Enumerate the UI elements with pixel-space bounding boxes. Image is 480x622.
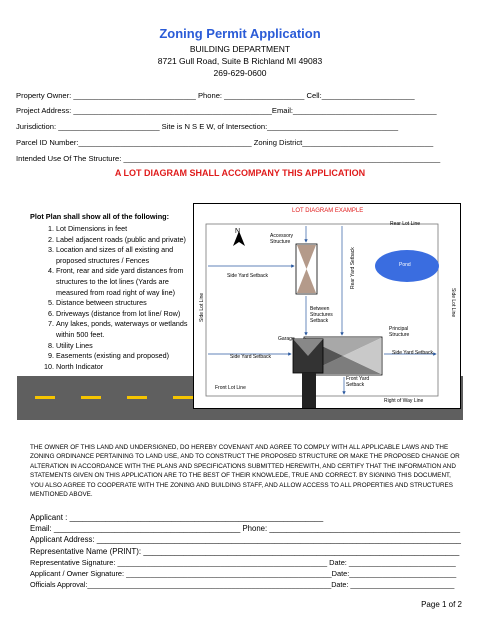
pond-label: Pond (399, 262, 411, 268)
driveway (302, 373, 316, 408)
representative-name-line[interactable]: Representative Name (PRINT): _______________________________________________________________________ (30, 547, 460, 556)
side-yard-setback-right-label: Side Yard Setback (392, 350, 433, 356)
side-lot-line-left-label: Side Lot Line (199, 292, 205, 322)
list-item: 3. Location and sizes of all existing and proposed structures / Fences (56, 245, 190, 266)
list-item: 9. Easements (existing and proposed) (56, 351, 190, 362)
department-phone: 269-629-0600 (213, 68, 267, 78)
plot-plan-heading: Plot Plan shall show all of the following: (30, 212, 170, 221)
page-number: Page 1 of 2 (421, 600, 462, 609)
lot-diagram-example (193, 203, 461, 409)
front-lot-line-label: Front Lot Line (215, 385, 246, 391)
intended-use-line[interactable]: Intended Use Of The Structure: ___________________________________________________________________________ (16, 154, 441, 163)
legal-statement: THE OWNER OF THIS LAND AND UNDERSIGNED, DO HEREBY COVENANT AND AGREE TO COMPLY WITH ALL APPLICABLE LAWS AND THE ZONING ORDINANCE PERTAINING TO LAND USE, AND TO CONSTRUCT THE PROPOSED STRUCTURE OR MAKE THE PROPOSED CHANGE OR ALTERATION IN ACCORDANCE WITH THE PLANS AND SPECIFICATIONS SUBMITTED HEREWITH, AND CERTIFY THAT THE INFORMATION AND STATEMENTS GIVEN ON THIS APPLICATION ARE TO THE BEST OF THEIR KNOWLEDE, TRUE AND CORRECT. BY SIGNING THIS DOCUMENT, YOU ALSO AGREE TO COOPERATE WITH THE ZONING AND BUILDING STAFF, AND ALLOW ACCESS TO ALL PROPERTIES AND STRUCTURES MENTIONED ABOVE. (30, 444, 460, 499)
owner-signature-line[interactable]: Applicant / Owner Signature: __________________________________________________Date:__________________________ (30, 569, 457, 578)
plot-plan-list (30, 224, 190, 372)
representative-signature-line[interactable]: Representative Signature: ___________________________________________________ Date: __________________________ (30, 558, 456, 567)
list-item: 1. Lot Dimensions in feet (56, 224, 190, 235)
list-item: 10. North Indicator (56, 362, 190, 373)
diagram-title: LOT DIAGRAM EXAMPLE (292, 208, 364, 214)
project-address-line[interactable]: Project Address: _______________________________________________Email:__________________________________ (16, 106, 437, 115)
side-yard-setback-top-label: Side Yard Setback (227, 273, 268, 279)
rear-yard-setback-label: Rear Yard Setback (350, 247, 356, 289)
rear-lot-line-label: Rear Lot Line (390, 221, 421, 227)
form-title: Zoning Permit Application (159, 26, 321, 41)
side-yard-setback-left-label: Side Yard Setback (230, 354, 271, 360)
front-yard-setback-label: Front Yard Setback (346, 376, 370, 388)
department-address: 8721 Gull Road, Suite B Richland MI 49083 (157, 56, 323, 66)
between-structures-label: Between Structures Setback (310, 306, 333, 324)
email-phone-line[interactable]: Email: ___________________________________________ Phone: ____________________________________________ (30, 524, 461, 533)
property-owner-line[interactable]: Property Owner: _____________________________ Phone: ___________________ Cell:______________________ (16, 91, 415, 100)
lot-diagram-warning: A LOT DIAGRAM SHALL ACCOMPANY THIS APPLICATION (114, 168, 366, 178)
officials-approval-line[interactable]: Officials Approval:_____________________________________________________________Date: __________________________ (30, 580, 455, 589)
list-item: 2. Label adjacent roads (public and private) (56, 235, 190, 246)
right-of-way-label: Right of Way Line (384, 398, 424, 404)
accessory-structure-label: Accessory Structure (270, 233, 294, 245)
parcel-id-line[interactable]: Parcel ID Number:_________________________________________ Zoning District_______________________________ (16, 138, 434, 147)
list-item: 6. Driveways (distance from lot line/ Row) (56, 309, 190, 320)
list-item: 4. Front, rear and side yard distances from structures to the lot lines (Yards are measured from road right of way line) (56, 266, 190, 298)
list-item: 8. Utility Lines (56, 341, 190, 352)
list-item: 5. Distance between structures (56, 298, 190, 309)
principal-structure-label: Principal Structure (389, 326, 410, 338)
applicant-address-line[interactable]: Applicant Address: ____________________________________________________________________________________ (30, 535, 461, 544)
applicant-line[interactable]: Applicant : _________________________________________________________ (30, 513, 324, 522)
department-name: BUILDING DEPARTMENT (189, 44, 291, 54)
jurisdiction-line[interactable]: Jurisdiction: ________________________ Site is N S E W, of Intersection:_______________________________ (16, 122, 399, 131)
garage-label: Garage (278, 336, 295, 342)
list-item: 7. Any lakes, ponds, waterways or wetlands within 500 feet. (56, 319, 190, 340)
north-label: N (235, 228, 241, 235)
side-lot-line-right-label: Side Lot Line (450, 288, 456, 318)
